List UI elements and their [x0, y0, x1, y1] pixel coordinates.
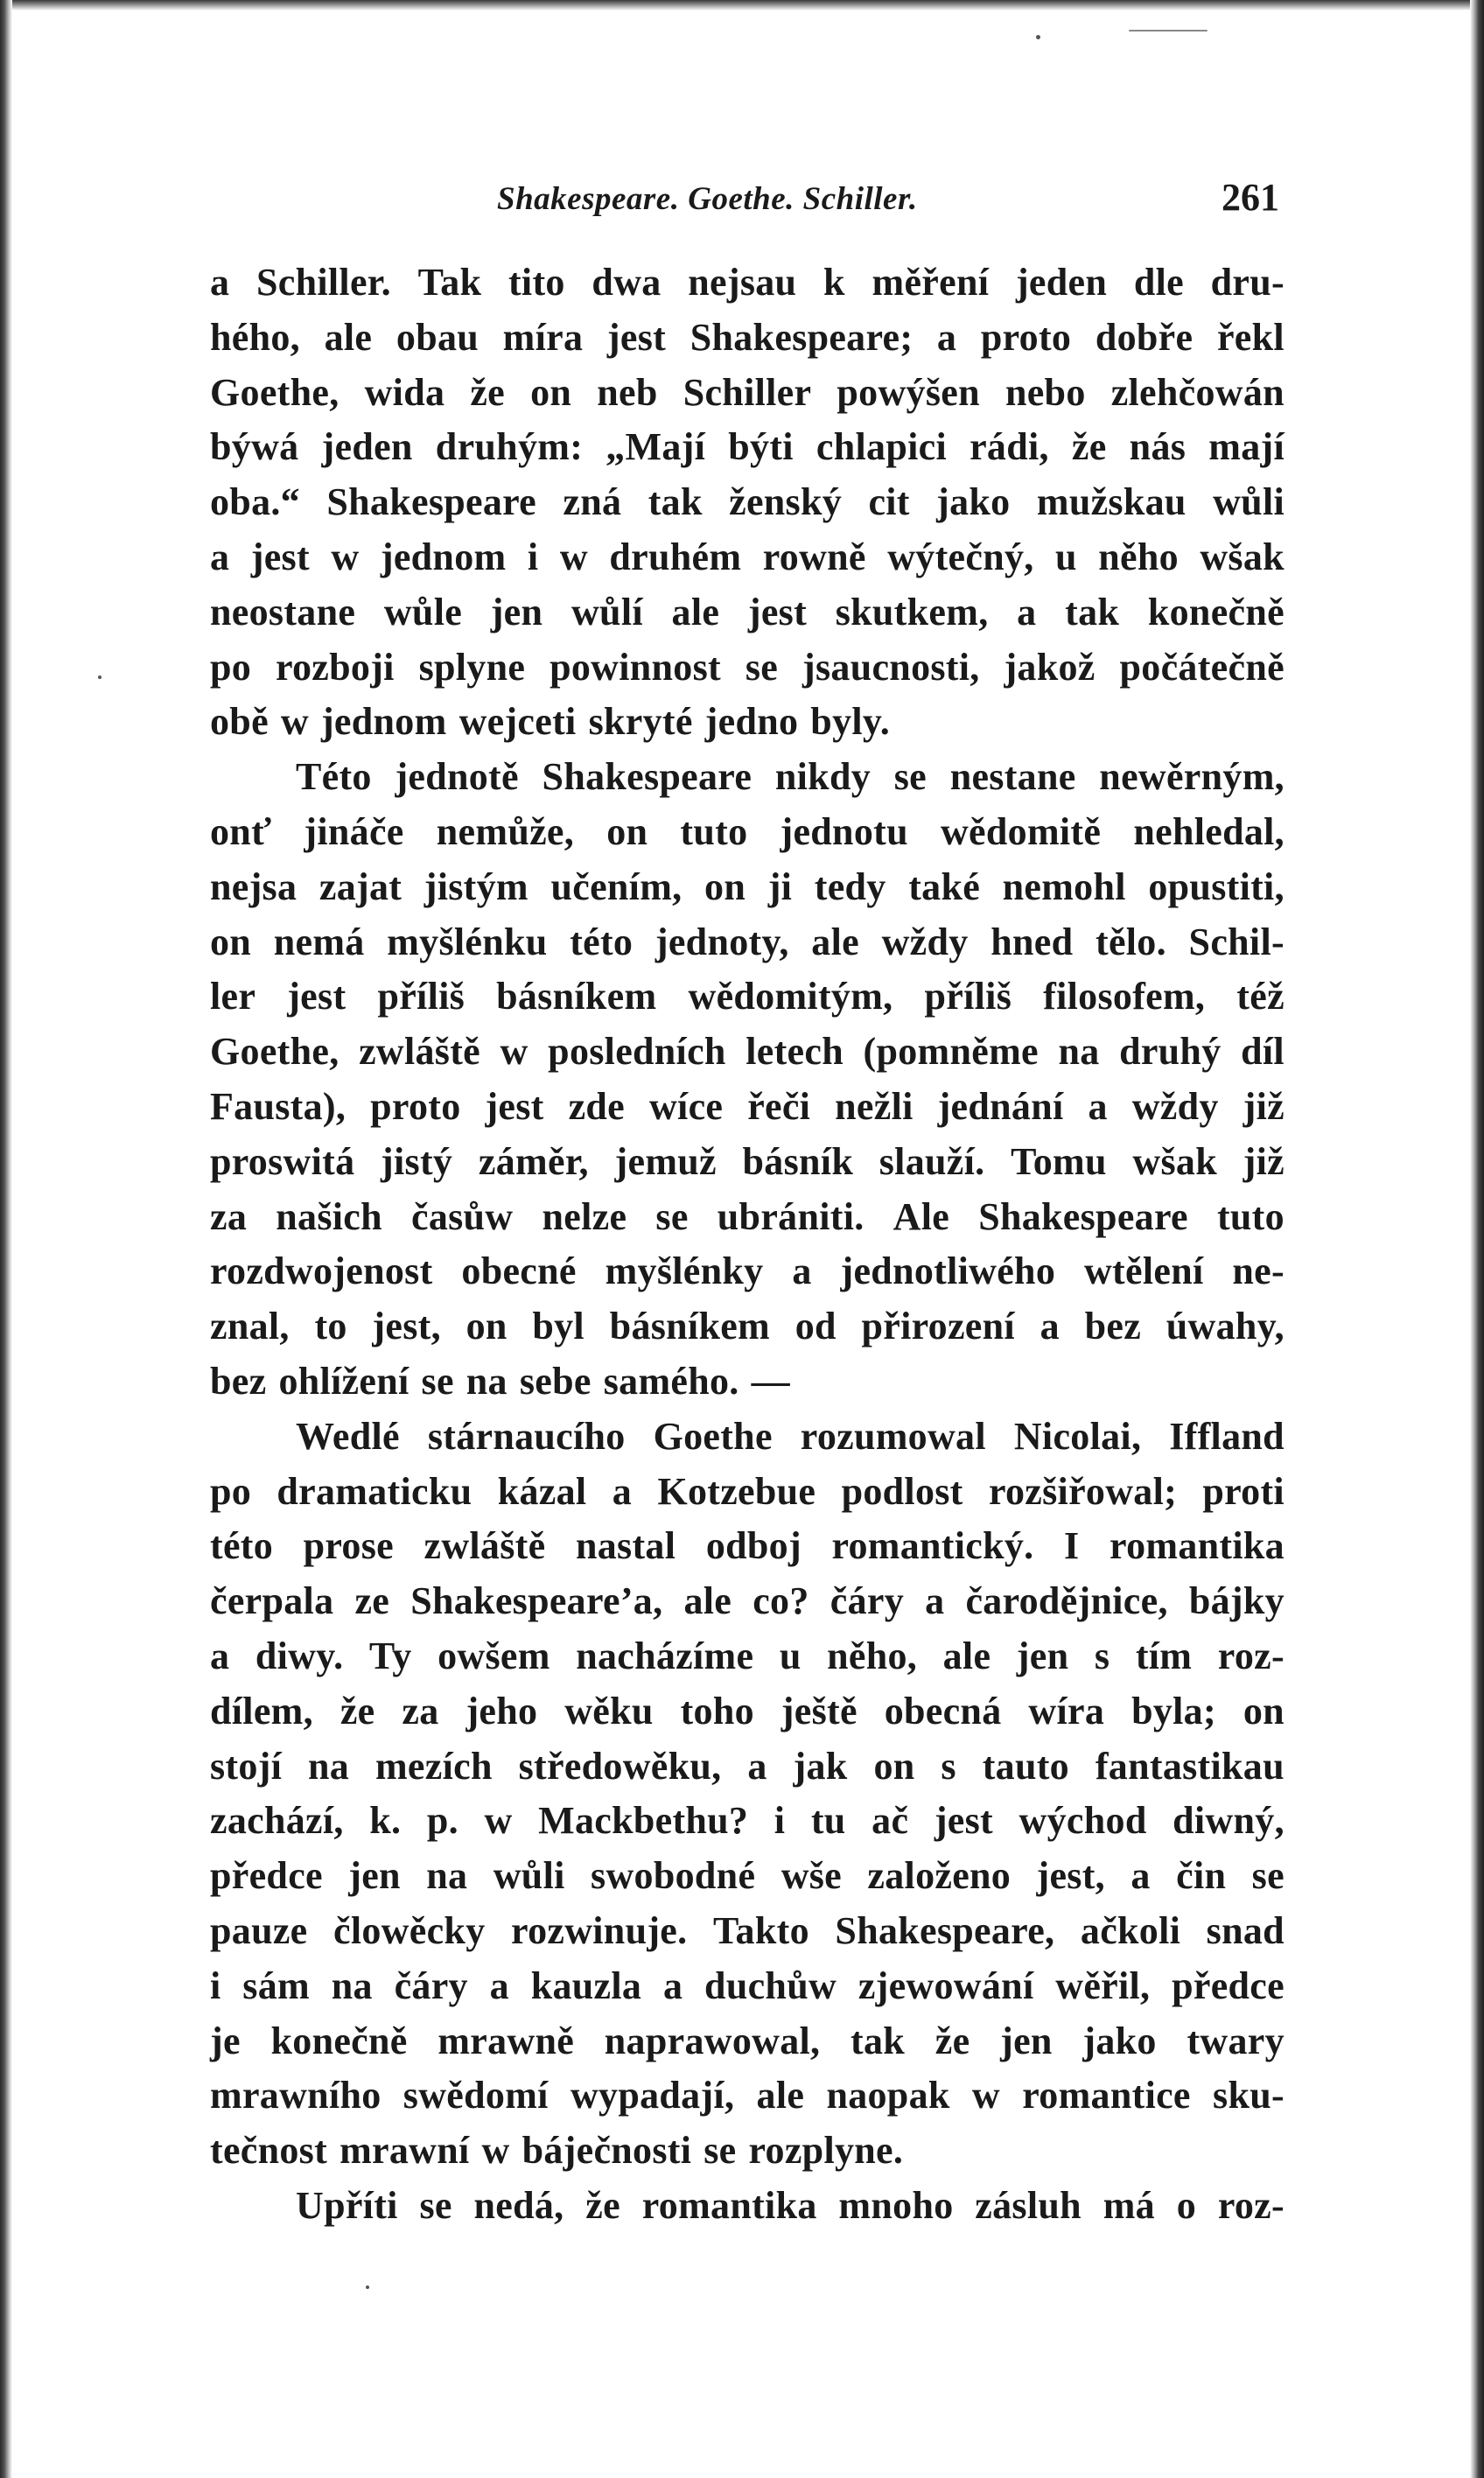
page-header — [210, 173, 1284, 234]
text-line: a diwy. Ty owšem nacházíme u něho, ale jen s tím roz- — [210, 1634, 1284, 1677]
text-line: i sám na čáry a kauzla a duchůw zjewowání wěřil, předce — [210, 1964, 1284, 2007]
text-line: Této jednotě Shakespeare nikdy se nestane newěrným, — [296, 755, 1284, 799]
text-line: zachází, k. p. w Mackbethu? i tu ač jest wýchod diwný, — [210, 1799, 1284, 1843]
text-line: Fausta), proto jest zde wíce řeči nežli jednání a wždy již — [210, 1084, 1284, 1128]
text-line: pauze člowěcky rozwinuje. Takto Shakespeare, ačkoli snad — [210, 1908, 1284, 1952]
text-line: bez ohlížení se na sebe samého. — — [210, 1359, 790, 1403]
text-line: čerpala ze Shakespeare’a, ale co? čáry a čarodějnice, bájky — [210, 1579, 1284, 1623]
text-line: po rozboji splyne powinnost se jsaucnosti, jakož počátečně — [210, 645, 1284, 689]
text-line: a jest w jednom i w druhém rowně wýtečný, u něho wšak — [210, 535, 1284, 578]
scan-edge-right — [1470, 0, 1484, 2478]
text-line: ler jest příliš básníkem wědomitým, příliš filosofem, též — [210, 975, 1284, 1018]
text-line: Upříti se nedá, že romantika mnoho zásluh má o roz- — [296, 2183, 1284, 2227]
text-line: stojí na mezích středowěku, a jak on s tauto fantastikau — [210, 1744, 1284, 1788]
text-line: obě w jednom wejceti skryté jedno byly. — [210, 700, 891, 744]
text-line: a Schiller. Tak tito dwa nejsau k měření jeden dle dru- — [210, 261, 1284, 304]
scan-speck — [98, 676, 102, 679]
text-line: předce jen na wůli swobodné wše založeno jest, a čin se — [210, 1854, 1284, 1898]
text-line: oba.“ Shakespeare zná tak ženský cit jako mužskau wůli — [210, 480, 1284, 524]
text-line: on nemá myšlénku této jednoty, ale wždy hned tělo. Schil- — [210, 920, 1284, 963]
scan-mark — [1129, 30, 1208, 32]
text-line: neostane wůle jen wůlí ale jest skutkem, a tak konečně — [210, 590, 1284, 634]
scan-speck — [366, 2286, 369, 2289]
body-text — [210, 256, 1284, 2234]
scan-speck — [1036, 35, 1040, 39]
text-line: je konečně mrawně naprawowal, tak že jen jako twary — [210, 2019, 1284, 2062]
text-line: rozdwojenost obecné myšlénky a jednotliwého wtělení ne- — [210, 1250, 1284, 1293]
text-line: Goethe, zwláště w posledních letech (pomněme na druhý díl — [210, 1030, 1284, 1074]
text-line: za našich časůw nelze se ubrániti. Ale Shakespeare tuto — [210, 1194, 1284, 1238]
text-line: dílem, že za jeho wěku toho ještě obecná wíra byla; on — [210, 1689, 1284, 1732]
text-line: Wedlé stárnaucího Goethe rozumowal Nicolai, Iffland — [296, 1414, 1284, 1458]
running-head: Shakespeare. Goethe. Schiller. — [497, 181, 918, 217]
text-line: znal, to jest, on byl básníkem od přirození a bez úwahy, — [210, 1305, 1284, 1348]
text-line: onť jináče nemůže, on tuto jednotu wědomitě nehledal, — [210, 809, 1284, 853]
text-line: tečnost mrawní w báječnosti se rozplyne. — [210, 2129, 904, 2173]
text-line: této prose zwláště nastal odboj romantický. I romantika — [210, 1524, 1284, 1568]
text-line: mrawního swědomí wypadají, ale naopak w romantice sku- — [210, 2074, 1284, 2118]
scan-edge-left — [0, 0, 12, 2478]
text-line: po dramaticku kázal a Kotzebue podlost rozšiřowal; proti — [210, 1469, 1284, 1513]
text-line: hého, ale obau míra jest Shakespeare; a proto dobře řekl — [210, 315, 1284, 359]
text-line: nejsa zajat jistým učením, on ji tedy také nemohl opustiti, — [210, 864, 1284, 908]
text-line: Goethe, wida že on neb Schiller powýšen nebo zlehčowán — [210, 370, 1284, 414]
text-line: býwá jeden druhým: „Mají býti chlapici rádi, že nás mají — [210, 425, 1284, 469]
scan-edge-top — [0, 0, 1484, 10]
text-line: proswitá jistý záměr, jemuž básník slauží. Tomu wšak již — [210, 1139, 1284, 1183]
page-number: 261 — [1222, 176, 1279, 219]
